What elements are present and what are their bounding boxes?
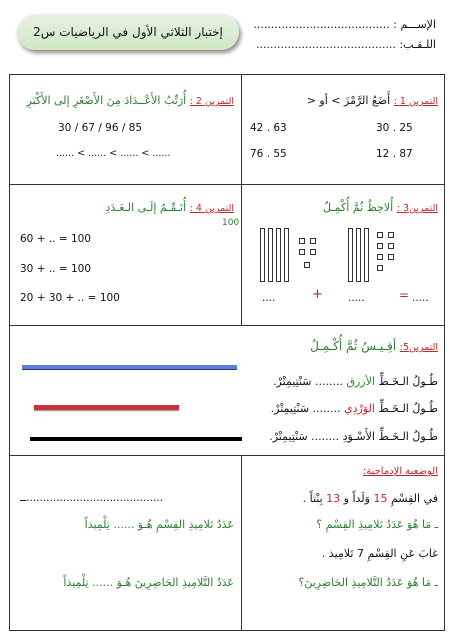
pink-line [34, 405, 179, 410]
ex1-label: التمرين 1 : [393, 96, 438, 107]
ex1-header [307, 94, 438, 107]
ex5-text: ........ سَنْتِيمِتْرْ. [269, 430, 340, 443]
unit-cube [310, 238, 316, 244]
unit-cube [310, 249, 316, 255]
ex5-instruction: أقِـيـسُ ثُمَّ أُكْـمِـلُ [310, 339, 397, 353]
unit-cube [299, 238, 305, 244]
unit-cube [377, 265, 383, 271]
ex5-color-word: الأزرق [346, 375, 375, 388]
ex2-blanks: ...... < ...... < ...... < ...... [56, 148, 171, 159]
ex3-header [323, 201, 438, 214]
ex5-text: ........ سَنْتِيمِتْرْ. [273, 375, 343, 388]
integration-number: 13 [326, 492, 341, 505]
ex1-instruction: أَضَعُ الرَّمْزَ > أو < [306, 94, 391, 107]
ten-stick [268, 228, 273, 282]
ex2-header [27, 94, 234, 107]
divider-row2 [9, 325, 445, 326]
ex3-blank-1: .... [262, 292, 276, 304]
blue-line [22, 365, 237, 370]
ten-stick [284, 228, 289, 282]
ex5-measure-pink [271, 402, 438, 415]
surname-field: اللـقـب: ........................................ [256, 38, 436, 51]
ex5-text: ........ سَنْتِيمِتْرْ. [270, 402, 341, 415]
divider-col-top [241, 74, 242, 325]
unit-cube [388, 254, 394, 260]
name-field: الإســـم : ....................................... [253, 18, 436, 31]
integration-text: بِنْتاً . [302, 492, 323, 505]
ex4-line-2: 30 + .. = 100 [20, 263, 92, 275]
ex3-blank-2: ..... [348, 292, 365, 304]
unit-cube [388, 232, 394, 238]
divider-row1 [9, 184, 445, 185]
integration-label: الوضعية الإدماجية: [362, 466, 438, 477]
integration-text: وَلَداً و [343, 492, 370, 505]
answer-dash-line: ــ......................................... [20, 492, 163, 504]
plus-sign: + [312, 287, 323, 302]
ten-stick [276, 228, 281, 282]
integration-p1 [303, 492, 438, 505]
ex1-pair-4: 76 . 55 [250, 148, 287, 160]
integration-q2: ـ مَا هُوَ عَدَدُ التَّلامِيذِ الحَاضِرِينَ؟ [298, 576, 438, 589]
ex5-measure-blue [273, 375, 438, 388]
divider-col-bottom [241, 455, 242, 631]
ex1-pair-3: 12 . 87 [376, 148, 413, 160]
integration-text: في القِسْمِ [390, 492, 438, 505]
ex5-text: طُـولُ الـخَـطِّ الأَسْـوَدِ [342, 430, 438, 443]
unit-cube [377, 243, 383, 249]
black-line [30, 437, 242, 441]
unit-cube [299, 249, 305, 255]
ex3-instruction: أُلاحِظُ ثُمَّ أُكْمِـلُ [323, 201, 394, 214]
integration-q1: ـ مَا هُوَ عَدَدُ تَلامِيذِ القِسْمِ ؟ [316, 518, 438, 531]
ex5-color-word: الوَرْدِي [344, 402, 375, 415]
ex3-blank-3: ..... [412, 292, 429, 304]
ex4-label: التمرين 4 : [189, 203, 234, 214]
equals-sign: = [399, 288, 410, 302]
answer-2: عَدَدُ التَّلامِيذِ الحَاضِرِينَ هُـوَ ...... تِلْمِيذاً [63, 576, 234, 589]
ten-stick [356, 228, 361, 282]
ex5-measure-black [269, 430, 438, 443]
ex4-line-1: 60 + .. = 100 [20, 233, 92, 245]
unit-cube [377, 232, 383, 238]
ex2-label: التمرين 2 : [189, 96, 234, 107]
ex3-label: التمرين3 : [396, 203, 438, 214]
ex1-pair-1: 30 . 25 [376, 122, 413, 134]
unit-cube [388, 243, 394, 249]
test-title-text: إختبار الثلاثي الأول في الرياضيات س2 [33, 25, 223, 39]
ex1-pair-2: 42 . 63 [250, 122, 287, 134]
ex4-header [105, 201, 234, 214]
ex4-instruction: أُتَـمِّـمُ إلَـى الـعَـدَدِ [105, 201, 187, 214]
ex2-numbers: 30 / 67 / 96 / 85 [58, 122, 143, 134]
ex5-text: طُـولُ الـخَـطِّ [378, 375, 438, 388]
test-title [17, 14, 239, 50]
integration-number: 15 [373, 492, 388, 505]
ex5-header [310, 339, 438, 353]
divider-row3 [9, 455, 445, 456]
ex4-line-3: 20 + 30 + .. = 100 [20, 292, 120, 304]
ex2-instruction: أُرَتِّبُ الأَعْــدَادَ مِنَ الأَصْغَرِ إلى الأَكْبَرِ [26, 94, 187, 107]
answer-1: عَدَدُ تَلامِيذِ القِسْمِ هُـوَ ...... تِلْمِيذاً [84, 518, 234, 531]
ex5-label: التمرين5: [399, 342, 438, 353]
ex4-target: 100 [222, 218, 240, 228]
integration-p2: غابَ عَنِ القِسْمِ 7 تَلامِيذ . [321, 547, 438, 560]
ten-stick [364, 228, 369, 282]
unit-cube [377, 254, 383, 260]
unit-cube [304, 262, 310, 268]
ten-stick [260, 228, 265, 282]
ex5-text: طُـولُ الـخَـطِّ [378, 402, 438, 415]
ten-stick [348, 228, 353, 282]
